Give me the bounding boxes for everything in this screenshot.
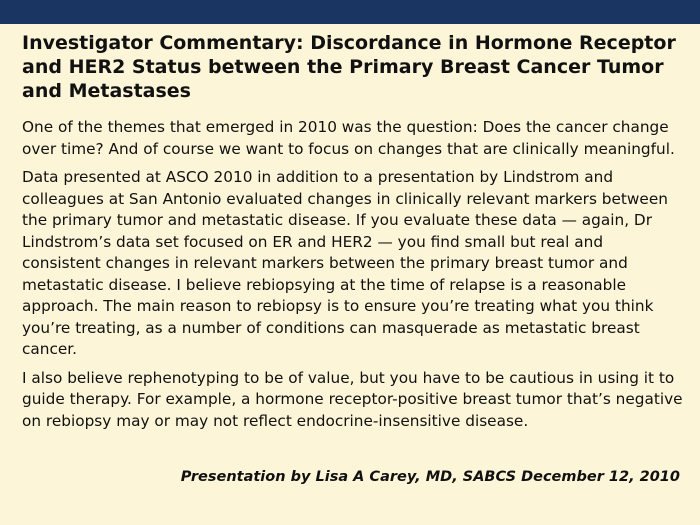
paragraph-3: I also believe rephenotyping to be of value, but you have to be cautious in using it to guide therapy. For example, a hormone receptor-positive breast tumor that’s negative on rebiopsy may or may not reflect endocrine-insensitive disease. [22,368,683,430]
slide-content [22,31,686,439]
paragraph-2: Data presented at ASCO 2010 in addition to a presentation by Lindstrom and colleagues at San Antonio evaluated changes in clinically relevant markers between the primary tumor and metastatic disease. If you evaluate these data — again, Dr Lindstrom’s data set focused on ER and HER2 — you find small but real and consistent changes in relevant markers between the primary breast tumor and metastatic disease. I believe rebiopsying at the time of relapse is a reasonable approach. The main reason to rebiopsy is to ensure you’re treating what you think you’re treating, as a number of conditions can masquerade as metastatic breast cancer. [22,168,668,358]
slide-title: Investigator Commentary: Discordance in Hormone Receptor and HER2 Status between the Primary Breast Cancer Tumor and Metastases [22,32,676,102]
header-bar [0,0,700,24]
presentation-credit: Presentation by Lisa A Carey, MD, SABCS December 12, 2010 [180,469,680,485]
paragraph-1: One of the themes that emerged in 2010 was the question: Does the cancer change over time? And of course we want to focus on changes that are clinically meaningful. [22,118,675,158]
